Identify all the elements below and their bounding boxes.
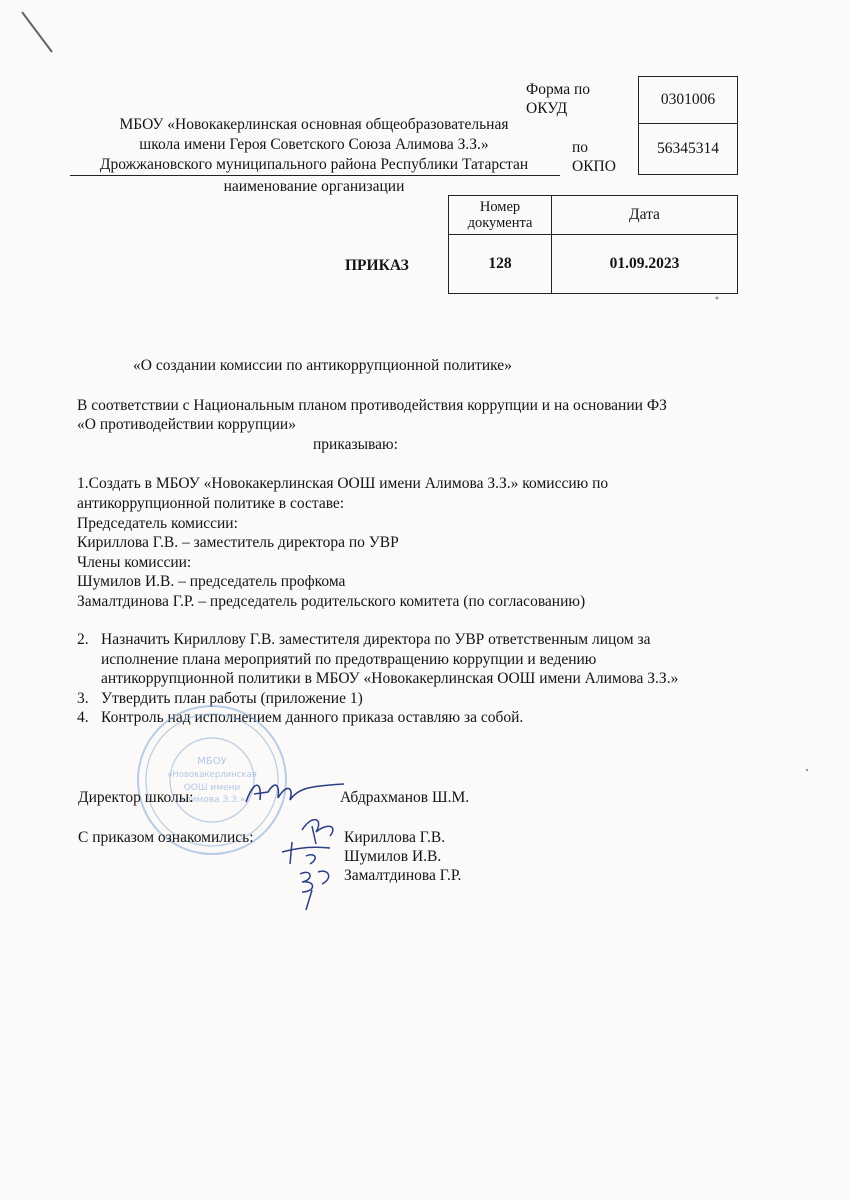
member-2: Замалтдинова Г.Р. – председатель родительского комитета (по согласованию) — [77, 593, 586, 610]
basis-line-1: В соответствии с Национальным планом противодействия коррупции и на основании ФЗ — [77, 397, 667, 414]
director-label: Директор школы: — [78, 789, 194, 806]
org-name-line-3: Дрожжановского муниципального района Республики Татарстан — [99, 156, 529, 173]
doc-number-header-line-2: документа — [467, 215, 533, 231]
scan-mark — [18, 8, 58, 58]
ack-name-3: Замалтдинова Г.Р. — [344, 867, 462, 884]
doc-number: 128 — [449, 235, 552, 294]
okpo-code: 56345314 — [639, 124, 738, 175]
member-1: Шумилов И.В. – председатель профкома — [77, 573, 346, 590]
basis-line-2: «О противодействии коррупции» — [77, 416, 296, 433]
codes-table — [638, 76, 738, 175]
org-name-line-1: МБОУ «Новокакерлинская основная общеобразовательная — [119, 116, 509, 133]
org-caption: наименование организации — [223, 178, 405, 195]
order-word: приказываю: — [313, 436, 398, 453]
item-2-line-1: Назначить Кириллову Г.В. заместителя директора по УВР ответственным лицом за — [101, 631, 651, 648]
ack-name-2: Шумилов И.В. — [344, 848, 442, 865]
doc-number-header-line-1: Номер — [479, 199, 521, 215]
po-label: по — [572, 139, 589, 156]
item-3-number: 3. — [77, 690, 89, 707]
seal-text-1: МБОУ — [197, 756, 227, 767]
ack-label: С приказом ознакомились: — [78, 829, 254, 846]
item-1-line-2: антикоррупционной политике в составе: — [77, 495, 345, 512]
item-2-line-2: исполнение плана мероприятий по предотвращению коррупции и ведению — [101, 651, 597, 668]
doc-type: ПРИКАЗ — [345, 257, 409, 274]
okud-label: ОКУД — [526, 100, 568, 117]
doc-date-header: Дата — [552, 196, 738, 235]
item-4-text: Контроль над исполнением данного приказа оставляю за собой. — [101, 709, 524, 726]
forma-label: Форма по — [526, 81, 591, 98]
ack-signatures — [272, 812, 352, 912]
scan-dots — [700, 280, 820, 780]
seal-text-2: «Новокакерлинская — [167, 770, 257, 780]
item-2-line-3: антикоррупционной политики в МБОУ «Новокакерлинская ООШ имени Алимова З.З.» — [101, 670, 679, 687]
doc-date: 01.09.2023 — [552, 235, 738, 294]
director-name: Абдрахманов Ш.М. — [340, 789, 470, 806]
director-signature — [240, 776, 350, 812]
okpo-label: ОКПО — [572, 158, 616, 175]
chair-label: Председатель комиссии: — [77, 515, 238, 532]
org-underline — [70, 175, 560, 176]
item-1-line-1: 1.Создать в МБОУ «Новокакерлинская ООШ имени Алимова З.З.» комиссию по — [77, 475, 609, 492]
item-4-number: 4. — [77, 709, 89, 726]
seal-text-4: Алимова З.З.» — [178, 795, 246, 805]
org-name-line-2: школа имени Героя Советского Союза Алимова З.З.» — [139, 136, 489, 153]
ack-name-1: Кириллова Г.В. — [344, 829, 446, 846]
seal-text-3: ООШ имени — [183, 783, 241, 793]
item-2-number: 2. — [77, 631, 89, 648]
item-3-text: Утвердить план работы (приложение 1) — [101, 690, 363, 707]
doc-table — [448, 195, 738, 294]
order-title: «О создании комиссии по антикоррупционной политике» — [133, 357, 512, 374]
okud-code: 0301006 — [639, 77, 738, 124]
chair-person: Кириллова Г.В. – заместитель директора по УВР — [77, 534, 399, 551]
members-label: Члены комиссии: — [77, 554, 192, 571]
doc-number-header — [449, 196, 552, 235]
